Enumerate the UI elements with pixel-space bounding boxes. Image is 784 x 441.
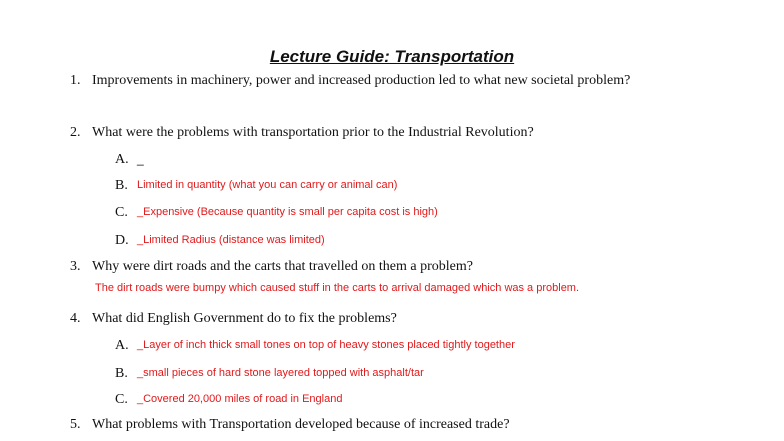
question-3-answer: The dirt roads were bumpy which caused stuff in the carts to arrival damaged which was a problem.: [95, 282, 580, 294]
option-letter: A.: [115, 152, 129, 167]
option-letter: A.: [115, 338, 129, 353]
option-letter: D.: [115, 233, 129, 248]
question-text: Why were dirt roads and the carts that travelled on them a problem?: [92, 259, 473, 274]
question-4-option-b: [115, 366, 424, 382]
option-answer: _: [137, 152, 144, 166]
question-2-option-b: [115, 178, 397, 194]
option-answer: _Limited Radius (distance was limited): [137, 234, 325, 246]
option-letter: C.: [115, 392, 128, 407]
option-answer: _Layer of inch thick small tones on top of heavy stones placed tightly together: [137, 339, 515, 351]
question-text: What problems with Transportation developed because of increased trade?: [92, 417, 510, 432]
question-2-option-a: [115, 152, 144, 168]
option-answer: _small pieces of hard stone layered topped with asphalt/tar: [137, 367, 424, 379]
question-number: 1.: [70, 73, 81, 88]
option-answer: Limited in quantity (what you can carry or animal can): [137, 179, 398, 191]
question-4-option-c: [115, 392, 342, 408]
question-number: 2.: [70, 125, 81, 140]
page-title: Lecture Guide: Transportation: [269, 47, 515, 66]
option-answer: _Expensive (Because quantity is small per capita cost is high): [137, 206, 438, 218]
option-letter: C.: [115, 205, 128, 220]
option-letter: B.: [115, 178, 128, 193]
question-number: 5.: [70, 417, 81, 432]
question-number: 3.: [70, 259, 81, 274]
question-text: Improvements in machinery, power and increased production led to what new societal problem?: [92, 73, 631, 88]
question-text: What were the problems with transportation prior to the Industrial Revolution?: [92, 125, 534, 140]
question-2-option-d: [115, 233, 325, 249]
option-answer: _Covered 20,000 miles of road in England: [137, 393, 343, 405]
question-number: 4.: [70, 311, 81, 326]
question-text: What did English Government do to fix the problems?: [92, 311, 397, 326]
option-letter: B.: [115, 366, 128, 381]
question-4-option-a: [115, 338, 515, 354]
question-2-option-c: [115, 205, 438, 221]
